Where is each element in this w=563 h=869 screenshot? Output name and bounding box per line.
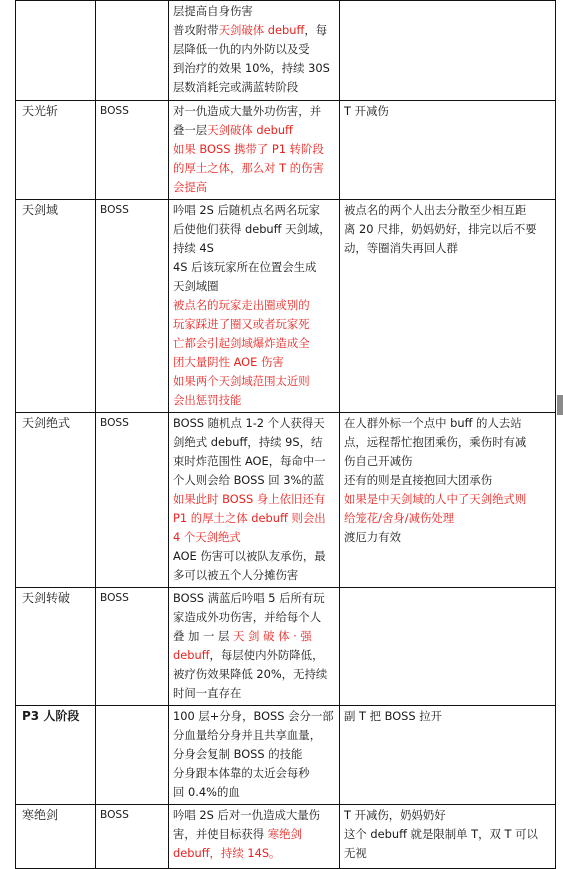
cell-line: [173, 78, 335, 97]
cell-line: [344, 509, 551, 528]
text-segment: 副 T 把 BOSS 拉开: [344, 709, 443, 723]
highlight-text: 寒绝剑: [267, 827, 302, 841]
table-row: [16, 200, 556, 413]
cell-line: [173, 178, 335, 197]
cell-line: [173, 589, 335, 608]
text-segment: 后使他们获得 debuff 天剑域，: [173, 222, 331, 236]
text-segment: 4S 后该玩家所在位置会生成: [173, 260, 317, 274]
text-segment: 动，等圈消失再回人群: [344, 241, 458, 255]
skill-description-cell: [169, 588, 340, 706]
cell-line: [344, 220, 551, 239]
text-segment: 对一仇造成大量外功伤害，并: [173, 104, 322, 118]
text-segment: 个人则会给 BOSS 回 3%的蓝: [173, 473, 325, 487]
cell-line: [344, 452, 551, 471]
highlight-text: debuff: [173, 648, 210, 662]
cell-line: [173, 201, 335, 220]
text-segment: 到治疗的效果 10%，持续 30S: [173, 61, 330, 75]
skill-name-cell: [16, 1, 96, 101]
cell-line: [173, 646, 335, 665]
text-segment: 吟唱 2S 后对一仇造成大量伤: [173, 808, 321, 822]
cell-line: [173, 239, 335, 258]
skill-description-cell: [169, 200, 340, 413]
handling-notes-cell: [340, 588, 556, 706]
cell-line: [173, 159, 335, 178]
text-segment: 剑绝式 debuff，持续 9S，结: [173, 435, 323, 449]
text-segment: T 开减伤，奶妈奶好: [344, 808, 446, 822]
table-row: [16, 101, 556, 200]
cell-line: [173, 528, 335, 547]
highlight-text: 如果此时 BOSS 身上依旧还有: [173, 492, 326, 506]
text-segment: ，每层使内外防降低，: [209, 648, 324, 662]
cell-line: [173, 2, 335, 21]
cell-line: [344, 806, 551, 825]
caster-cell: BOSS: [96, 805, 169, 869]
highlight-text: 天剑破体 debuff: [207, 123, 293, 137]
cell-line: [173, 684, 335, 703]
cell-line: [173, 490, 335, 509]
cell-line: [173, 707, 335, 726]
cell-line: [173, 102, 335, 121]
skill-description-cell: [169, 706, 340, 805]
text-segment: AOE 伤害可以被队友承伤，最: [173, 549, 326, 563]
highlight-text: debuff，持续 14S。: [173, 846, 281, 860]
text-segment: 100 层+分身，BOSS 会分一部: [173, 709, 334, 723]
cell-line: [173, 509, 335, 528]
highlight-text: 会出惩罚技能: [173, 393, 242, 407]
cell-line: [173, 140, 335, 159]
scroll-edge-marker: [557, 395, 563, 415]
cell-line: [173, 59, 335, 78]
skill-name-cell: 天剑转破: [16, 588, 96, 706]
cell-line: [173, 566, 335, 585]
highlight-text: P1 的厚土之体 debuff 则会出: [173, 511, 326, 525]
handling-notes-cell: [340, 413, 556, 588]
text-segment: 普攻附带: [173, 23, 219, 37]
cell-line: [173, 334, 335, 353]
highlight-text: 玩家踩进了圈又或者玩家死: [173, 317, 310, 331]
highlight-text: 4 个天剑绝式: [173, 530, 241, 544]
highlight-text: 如果两个天剑域范围太近则: [173, 374, 310, 388]
highlight-text: 的厚土之体，那么对 T 的伤害: [173, 161, 324, 175]
handling-notes-cell: [340, 200, 556, 413]
cell-line: [173, 372, 335, 391]
cell-line: [173, 414, 335, 433]
cell-line: [173, 608, 335, 627]
highlight-text: 给笼花/舍身/减伤处理: [344, 511, 455, 525]
handling-notes-cell: [340, 805, 556, 869]
table-row: [16, 413, 556, 588]
text-segment: 点，远程帮忙抱团乘伤，乘伤时有减: [344, 435, 527, 449]
text-segment: 束时炸范围性 AOE，每命中一: [173, 454, 326, 468]
text-segment: 还有的则是直接抱回大团承伤: [344, 473, 493, 487]
text-segment: 层提高自身伤害: [173, 4, 253, 18]
cell-line: [173, 825, 335, 844]
text-segment: 分血量给分身并且共享血量，: [173, 728, 322, 742]
text-segment: 这个 debuff 就是限制单 T，双 T 可以: [344, 827, 538, 841]
text-segment: 天剑域圈: [173, 279, 219, 293]
text-segment: ，每: [304, 23, 328, 37]
cell-line: [173, 391, 335, 410]
table-row: [16, 588, 556, 706]
cell-line: [344, 433, 551, 452]
cell-line: [173, 764, 335, 783]
cell-line: [173, 471, 335, 490]
skill-description-cell: [169, 1, 340, 101]
cell-line: [173, 627, 335, 646]
text-segment: 分身跟本体靠的太近会每秒: [173, 766, 310, 780]
cell-line: [173, 277, 335, 296]
cell-line: [173, 665, 335, 684]
cell-line: [173, 726, 335, 745]
table-row: [16, 706, 556, 805]
skill-description-cell: [169, 413, 340, 588]
text-segment: BOSS 满蓝后吟唱 5 后所有玩: [173, 591, 325, 605]
boss-skill-table: [15, 0, 556, 869]
cell-line: [173, 220, 335, 239]
highlight-text: 会提高: [173, 180, 208, 194]
highlight-text: 团大量阴性 AOE 伤害: [173, 355, 284, 369]
text-segment: 渡厄力有效: [344, 530, 401, 544]
caster-cell: [96, 706, 169, 805]
cell-line: [173, 258, 335, 277]
caster-cell: BOSS: [96, 200, 169, 413]
text-segment: 在人群外标一个点中 buff 的人去站: [344, 416, 522, 430]
highlight-text: 亡都会引起剑域爆炸造成全: [173, 336, 310, 350]
cell-line: [344, 707, 551, 726]
handling-notes-cell: [340, 1, 556, 101]
cell-line: [173, 452, 335, 471]
cell-line: [173, 353, 335, 372]
cell-line: [344, 528, 551, 547]
text-segment: 被点名的两个人出去分散至少相互距: [344, 203, 527, 217]
cell-line: [344, 201, 551, 220]
text-segment: 害，并使目标获得: [173, 827, 268, 841]
cell-line: [344, 844, 551, 863]
highlight-text: 被点名的玩家走出圈或别的: [173, 298, 310, 312]
text-segment: 层降低一仇的内外防以及受: [173, 42, 310, 56]
cell-line: [173, 315, 335, 334]
skill-name-cell: 天光斩: [16, 101, 96, 200]
text-segment: 持续 4S: [173, 241, 214, 255]
cell-line: [344, 490, 551, 509]
cell-line: [173, 40, 335, 59]
handling-notes-cell: [340, 706, 556, 805]
text-segment: 叠一层: [173, 123, 208, 137]
text-segment: 被疗伤效果降低 20%，无持续: [173, 667, 328, 681]
cell-line: [344, 471, 551, 490]
cell-line: [173, 806, 335, 825]
skill-description-cell: [169, 805, 340, 869]
cell-line: [173, 121, 335, 140]
text-segment: 层数消耗完或满蓝转阶段: [173, 80, 299, 94]
caster-cell: BOSS: [96, 101, 169, 200]
highlight-text: 如果是中天剑域的人中了天剑绝式则: [344, 492, 527, 506]
text-segment: 家造成外功伤害，并给每个人: [173, 610, 322, 624]
cell-line: [344, 239, 551, 258]
text-segment: 回 0.4%的血: [173, 785, 240, 799]
text-segment: 叠 加 一 层: [173, 629, 234, 643]
caster-cell: [96, 1, 169, 101]
text-segment: 离 20 尺排，奶妈奶好，排完以后不要: [344, 222, 537, 236]
cell-line: [344, 102, 551, 121]
text-segment: 伤自己开减伤: [344, 454, 413, 468]
cell-line: [173, 547, 335, 566]
table-row: [16, 805, 556, 869]
highlight-text: 如果 BOSS 携带了 P1 转阶段: [173, 142, 324, 156]
text-segment: 无视: [344, 846, 367, 860]
skill-name-cell: 寒绝剑: [16, 805, 96, 869]
caster-cell: BOSS: [96, 588, 169, 706]
cell-line: [173, 296, 335, 315]
text-segment: BOSS 随机点 1-2 个人获得天: [173, 416, 325, 430]
cell-line: [173, 844, 335, 863]
cell-line: [344, 825, 551, 844]
text-segment: 多可以被五个人分摊伤害: [173, 568, 299, 582]
cell-line: [173, 783, 335, 802]
cell-line: [173, 21, 335, 40]
text-segment: 分身会复制 BOSS 的技能: [173, 747, 303, 761]
skill-name-cell: P3 人阶段: [16, 706, 96, 805]
handling-notes-cell: [340, 101, 556, 200]
caster-cell: BOSS: [96, 413, 169, 588]
skill-description-cell: [169, 101, 340, 200]
highlight-text: 天剑破体 debuff: [218, 23, 305, 37]
cell-line: [173, 433, 335, 452]
text-segment: T 开减伤: [344, 104, 389, 118]
skill-name-cell: 天剑域: [16, 200, 96, 413]
cell-line: [344, 414, 551, 433]
skill-name-cell: 天剑绝式: [16, 413, 96, 588]
table-row: [16, 1, 556, 101]
cell-line: [173, 745, 335, 764]
text-segment: 吟唱 2S 后随机点名两名玩家: [173, 203, 321, 217]
text-segment: 时间一直存在: [173, 686, 242, 700]
highlight-text: 天 剑 破 体 · 强: [233, 629, 312, 643]
